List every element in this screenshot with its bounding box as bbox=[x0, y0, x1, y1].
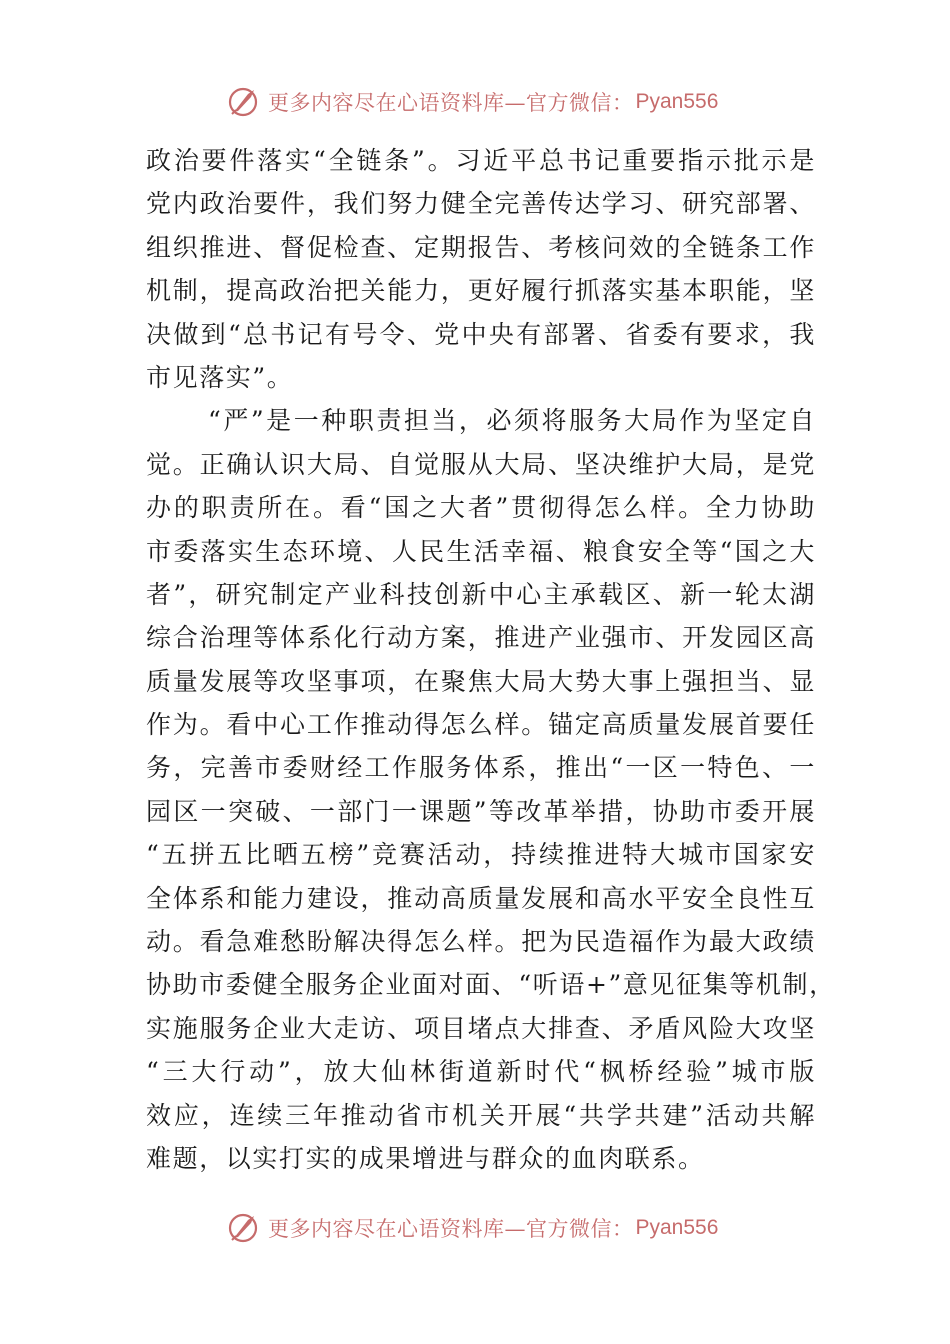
quill-logo-icon bbox=[226, 84, 262, 120]
text-line: 全体系和能力建设，推动高质量发展和高水平安全良性互 bbox=[146, 883, 816, 913]
text-line: 市见落实”。 bbox=[146, 362, 294, 392]
text-line: 组织推进、督促检查、定期报告、考核问效的全链条工作 bbox=[146, 232, 816, 262]
text-line: 政治要件落实“全链条”。习近平总书记重要指示批示是 bbox=[146, 146, 816, 175]
text-line: 作为。看中心工作推动得怎么样。锚定高质量发展首要任 bbox=[146, 710, 816, 740]
watermark-text: 更多内容尽在心语资料库—官方微信： bbox=[268, 91, 634, 115]
text-line: 实施服务企业大走访、项目堵点大排查、矛盾风险大攻坚 bbox=[146, 1013, 816, 1043]
text-line: 园区一突破、一部门一课题”等改革举措，协助市委开展 bbox=[146, 796, 816, 826]
text-line: 党内政治要件，我们努力健全完善传达学习、研究部署、 bbox=[146, 189, 816, 219]
watermark-header bbox=[226, 82, 746, 122]
text-line: 效应，连续三年推动省市机关开展“共学共建”活动共解 bbox=[146, 1100, 816, 1130]
watermark-wechat-id: Pyan556 bbox=[635, 90, 719, 113]
text-line: 办的职责所在。看“国之大者”贯彻得怎么样。全力协助 bbox=[146, 493, 816, 523]
text-line: 觉。正确认识大局、自觉服从大局、坚决维护大局，是党 bbox=[146, 449, 816, 479]
watermark-wechat-id: Pyan556 bbox=[635, 1216, 719, 1239]
text-line: 质量发展等攻坚事项，在聚焦大局大势大事上强担当、显 bbox=[146, 666, 816, 696]
text-line: 动。看急难愁盼解决得怎么样。把为民造福作为最大政绩 bbox=[146, 927, 816, 957]
paragraph-2 bbox=[146, 399, 836, 1180]
text-line: “严”是一种职责担当，必须将服务大局作为坚定自 bbox=[208, 406, 816, 436]
text-line: 综合治理等体系化行动方案，推进产业强市、开发园区高 bbox=[146, 623, 816, 653]
paragraph-1 bbox=[146, 139, 816, 399]
text-line: 务，完善市委财经工作服务体系，推出“一区一特色、一 bbox=[146, 753, 816, 783]
quill-logo-icon bbox=[226, 1210, 262, 1246]
watermark-text: 更多内容尽在心语资料库—官方微信： bbox=[268, 1217, 634, 1241]
watermark-footer bbox=[226, 1208, 746, 1248]
text-line: 决做到“总书记有号令、党中央有部署、省委有要求，我 bbox=[146, 319, 816, 349]
text-line: “五拼五比晒五榜”竞赛活动，持续推进特大城市国家安 bbox=[146, 840, 816, 870]
text-line: 市委落实生态环境、人民生活幸福、粮食安全等“国之大 bbox=[146, 536, 816, 566]
document-body bbox=[146, 139, 836, 1180]
text-line: 者”，研究制定产业科技创新中心主承载区、新一轮太湖 bbox=[146, 579, 816, 609]
text-line: 协助市委健全服务企业面对面、“听语+”意见征集等机制， bbox=[146, 970, 836, 1000]
text-line: 难题，以实打实的成果增进与群众的血肉联系。 bbox=[146, 1143, 705, 1173]
text-line: “三大行动”，放大仙林街道新时代“枫桥经验”城市版 bbox=[146, 1057, 816, 1087]
text-line: 机制，提高政治把关能力，更好履行抓落实基本职能，坚 bbox=[146, 276, 816, 306]
